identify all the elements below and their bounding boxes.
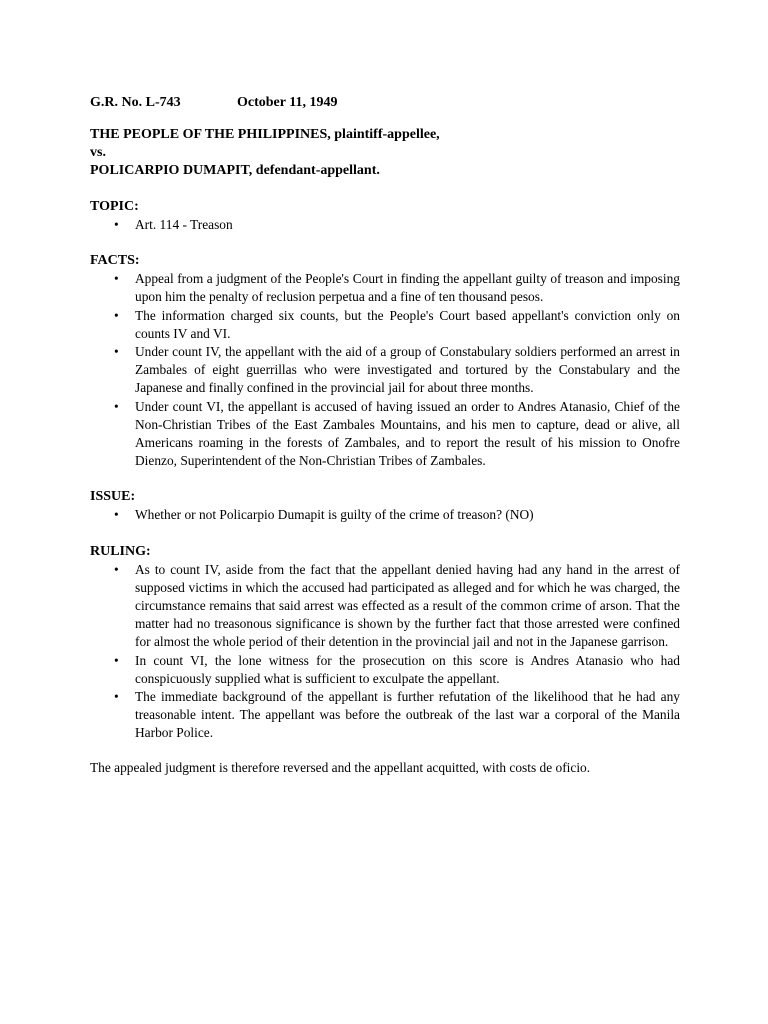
bullet-icon: • (114, 398, 119, 414)
facts-list (90, 270, 680, 470)
list-item-text: The information charged six counts, but the People's Court based appellant's conviction only on counts IV and VI. (135, 307, 680, 341)
bullet-icon: • (114, 652, 119, 668)
bullet-icon: • (114, 344, 119, 360)
ruling-list (90, 561, 680, 743)
issue-heading: ISSUE: (90, 489, 136, 505)
bullet-icon: • (114, 689, 119, 705)
versus-line: vs. (90, 145, 106, 160)
issue-list (90, 506, 680, 524)
list-item-text: Art. 114 - Treason (135, 217, 233, 232)
list-item-text: Whether or not Policarpio Dumapit is guilty of the crime of treason? (NO) (135, 507, 534, 523)
list-item (90, 216, 680, 234)
bullet-icon: • (114, 307, 119, 323)
defendant-line: POLICARPIO DUMAPIT, defendant-appellant. (90, 163, 380, 178)
list-item-text: Appeal from a judgment of the People's Court in finding the appellant guilty of treason and imposing upon him the penalty of reclusion perpetua and a fine of ten thousand pesos. (135, 271, 680, 305)
case-date: October 11, 1949 (237, 95, 338, 110)
list-item-text: As to count IV, aside from the fact that the appellant denied having had any hand in the arrest of supposed victims in which the accused had participated as alleged and for which he was charged, the circumstance remains that said arrest was effected as a result of the common crime of arson. That the matter had no treasonous significance is shown by the further fact that those arrested were confined for almost the whole period of their detention in the provincial jail and not in the Japanese garrison. (135, 561, 680, 650)
list-item-text: The immediate background of the appellant is further refutation of the likelihood that he had any treasonable intent. The appellant was before the outbreak of the last war a corporal of the Manila Harbor Police. (135, 689, 680, 741)
list-item-text: In count VI, the lone witness for the prosecution on this score is Andres Atanasio who had conspicuously supplied what is sufficient to exculpate the appellant. (135, 652, 680, 686)
list-item (90, 688, 680, 743)
facts-heading: FACTS: (90, 253, 140, 269)
list-item (90, 270, 680, 306)
bullet-icon: • (114, 217, 119, 232)
case-parties (90, 126, 680, 180)
case-number: G.R. No. L-743 (90, 95, 181, 110)
case-header (90, 94, 680, 112)
list-item-text: Under count VI, the appellant is accused of having issued an order to Andres Atanasio, Chief of the Non-Christian Tribes of the East Zambales Mountains, and his men to capture, dead or alive, all Americans roaming in the forests of Zambales, and to report the result of his mission to Onofre Dienzo, Superintendent of the Non-Christian Tribes of Zambales. (135, 398, 680, 469)
plaintiff-line: THE PEOPLE OF THE PHILIPPINES, plaintiff-appellee, (90, 127, 440, 142)
list-item (90, 652, 680, 688)
bullet-icon: • (114, 561, 119, 577)
list-item (90, 561, 680, 652)
document-page (90, 94, 680, 777)
list-item-text: Under count IV, the appellant with the aid of a group of Constabulary soldiers performed an arrest in Zambales of eight guerrillas who were investigated and tortured by the Constabulary and the Japanese and finally confined in the provincial jail for about three months. (135, 344, 680, 396)
list-item (90, 398, 680, 471)
list-item (90, 307, 680, 343)
topic-heading: TOPIC: (90, 199, 139, 214)
topic-list (90, 216, 680, 234)
list-item (90, 506, 680, 524)
list-item (90, 343, 680, 398)
conclusion-paragraph: The appealed judgment is therefore reversed and the appellant acquitted, with costs de oficio. (90, 759, 591, 775)
ruling-heading: RULING: (90, 543, 151, 559)
bullet-icon: • (114, 271, 119, 287)
bullet-icon: • (114, 507, 119, 523)
